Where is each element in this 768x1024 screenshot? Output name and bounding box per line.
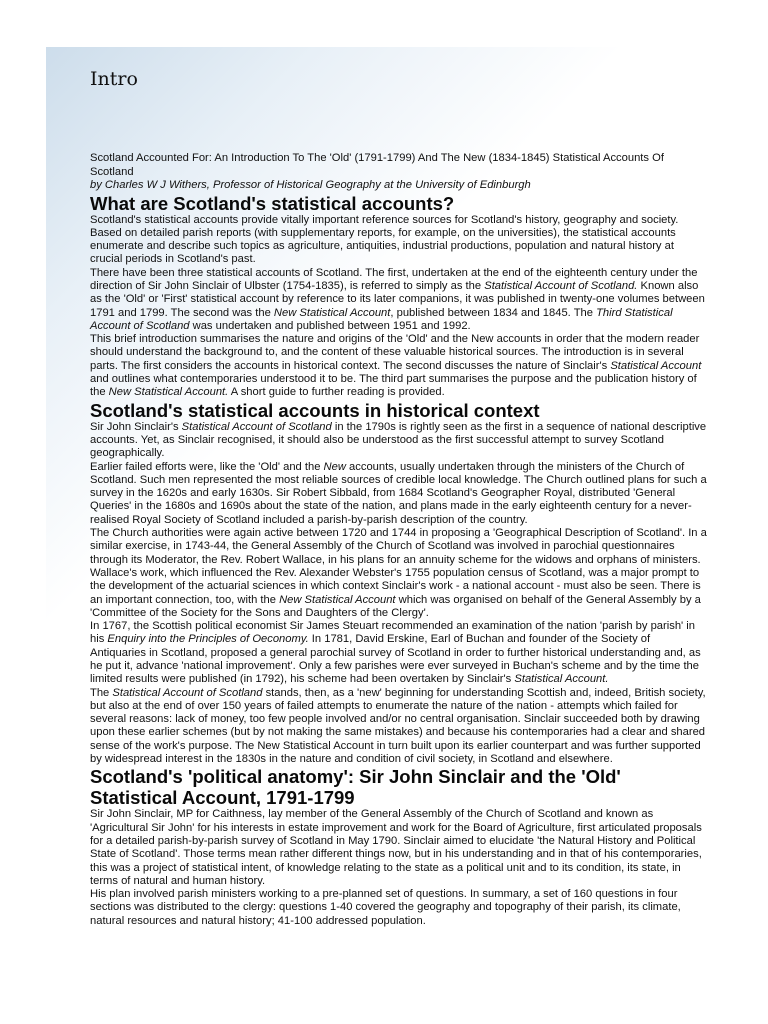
italic-title: Statistical Account of Scotland [112,686,263,699]
document-page [46,47,768,1024]
italic-title: Statistical Account [610,359,702,372]
paragraph [90,527,708,620]
paragraph: His plan involved parish ministers working to a pre-planned set of questions. In summary, a set of 160 questions in four sections was distributed to the clergy: questions 1-40 covered the geography and topography of their parish, its climate, natural resources and natural history; 41-100 addressed population. [90,888,681,927]
paragraph [90,267,708,333]
text-span: , published between 1834 and 1845. The [390,306,597,319]
text-span: A short guide to further reading is provided. [228,386,445,399]
text-span: The [90,686,113,699]
section-heading-historical-context: Scotland's statistical accounts in historical context [90,399,540,421]
italic-title: Enquiry into the Principles of Oeconomy. [107,633,309,646]
italic-title: New Statistical Account [273,306,391,319]
text-span: which was organised on behalf of the General Assembly by a 'Committee of the Society for the Sons and Daughters of the Clergy'. [90,593,701,619]
text-span: Earlier failed efforts were, like the 'Old' and the [90,460,324,473]
document-title: Scotland Accounted For: An Introduction To The 'Old' (1791-1799) And The New (1834-1845) Statistical Accounts Of Scotland [90,152,664,178]
text-span: In 1781, David Erskine, Earl of Buchan and founder of the Society of Antiquaries in Scotland, proposed a general parochial survey of Scotland in order to further historical understanding and, as he put it, advance 'national improvement'. Only a few parishes were ever surveyed in Buchan's scheme and by the time the limited results were published (in 1792), his scheme had been overtaken by Sinclair's [90,633,701,686]
text-span: The Church authorities were again active between 1720 and 1744 in proposing a 'Geographical Description of Scotland'. In a similar exercise, in 1743-44, the General Assembly of the Church of Scotland was involved in parochial questionnaires through its Moderator, the Rev. Robert Wallace, in his plans for an annuity scheme for the widows and orphans of ministers. Wallace's work, which influenced the Rev. Alexander Webster's 1755 population census of Scotland, was a major prompt to the development of the actuarial sciences in which context Sinclair's work - a national account - must also be seen. There is an important connection, too, with the [90,527,707,606]
paragraph [90,620,708,686]
section-heading-what-are-accounts: What are Scotland's statistical accounts? [90,192,455,214]
paragraph: Scotland's statistical accounts provide vitally important reference sources for Scotland's history, geography and society. Based on detailed parish reports (with supplementary reports, for example, on the universities), the statistical accounts enumerate and describe such topics as agriculture, antiquities, industrial productions, population and natural history at crucial periods in Scotland's past. [90,213,679,266]
document-body [90,152,708,928]
text-span: In 1767, the Scottish political economist Sir James Steuart recommended an examination of the nation 'parish by parish' in his [90,620,695,646]
text-span: stands, then, as a 'new' beginning for understanding Scottish and, indeed, British society, but also at the end of over 150 years of failed attempts to enumerate the nature of the nation - attempts which failed for several reasons: lack of money, too few people involved and/or no central organisation. Sinclair succeeded both by drawing upon these earlier schemes (but by not making the same mistakes) and because his contemporaries had a clear and shared sense of the work's purpose. The New Statistical Account in turn built upon its earlier counterpart and was further supported by widespread interest in the 1830s in the nature and condition of civil society, in Scotland and elsewhere. [90,686,706,766]
italic-title: Statistical Account of Scotland. [484,279,638,292]
paragraph [90,421,708,461]
section-heading-political-anatomy: Scotland's 'political anatomy': Sir John Sinclair and the 'Old' Statistical Account, 1791-1799 [90,766,621,809]
italic-title: New Statistical Account [279,593,396,606]
italic-title: Statistical Account of Scotland [181,420,332,433]
italic-title: Third Statistical Account of Scotland [90,306,673,332]
page-title: Intro [90,68,138,90]
document-author: by Charles W J Withers, Professor of Historical Geography at the University of Edinburgh [90,179,531,191]
text-span: Known also as the 'Old' or 'First' statistical account by reference to its later companions, it was published in twenty-one volumes between 1791 and 1799. The second was the [90,279,705,319]
italic-title: New Statistical Account. [108,386,229,399]
text-span: There have been three statistical accounts of Scotland. The first, undertaken at the end of the eighteenth century under the direction of Sir John Sinclair of Ulbster (1754-1835), is referred to simply as the [90,266,698,292]
paragraph [90,461,708,527]
text-span: This brief introduction summarises the nature and origins of the 'Old' and the New accounts in order that the modern reader should understand the background to, and the content of these valuable historical sources. The introduction is in several parts. The first considers the accounts in historical context. The second discusses the nature of Sinclair's [90,333,700,372]
text-span: in the 1790s is rightly seen as the first in a sequence of national descriptive accounts. Yet, as Sinclair recognised, it should also be understood as the first successful attempt to survey Scotland geographically. [90,420,707,460]
text-span: and outlines what contemporaries understood it to be. The third part summarises the purpose and the publication history of the [90,373,697,399]
italic-title: Statistical Account. [514,673,609,686]
text-span: Sir John Sinclair's [90,420,182,433]
paragraph: Sir John Sinclair, MP for Caithness, lay member of the General Assembly of the Church of Scotland and known as 'Agricultural Sir John' for his interests in estate improvement and work for the Board of Agriculture, first articulated proposals for a detailed parish-by-parish survey of Scotland in May 1790. Sinclair aimed to elucidate 'the Natural History and Political State of Scotland'. Those terms mean rather different things now, but in his understanding and in that of his contemporaries, this was a project of statistical intent, of knowledge relating to the state as a political unit and to its condition, its state, in terms of natural and human history. [90,808,702,887]
text-span: accounts, usually undertaken through the ministers of the Church of Scotland. Such men represented the most reliable sources of credible local knowledge. The Church outlined plans for such a survey in the 1620s and early 1630s. Sir Robert Sibbald, from 1684 Scotland's Geographer Royal, distributed 'General Queries' in the 1680s and 1690s about the state of the nation, and plans made in the early eighteenth century for a never-realised Royal Society of Scotland included a parish-by-parish description of the country. [90,460,707,526]
paragraph [90,687,708,767]
text-span: was undertaken and published between 1951 and 1992. [189,319,471,332]
italic-title: New [323,460,346,473]
paragraph [90,333,708,399]
